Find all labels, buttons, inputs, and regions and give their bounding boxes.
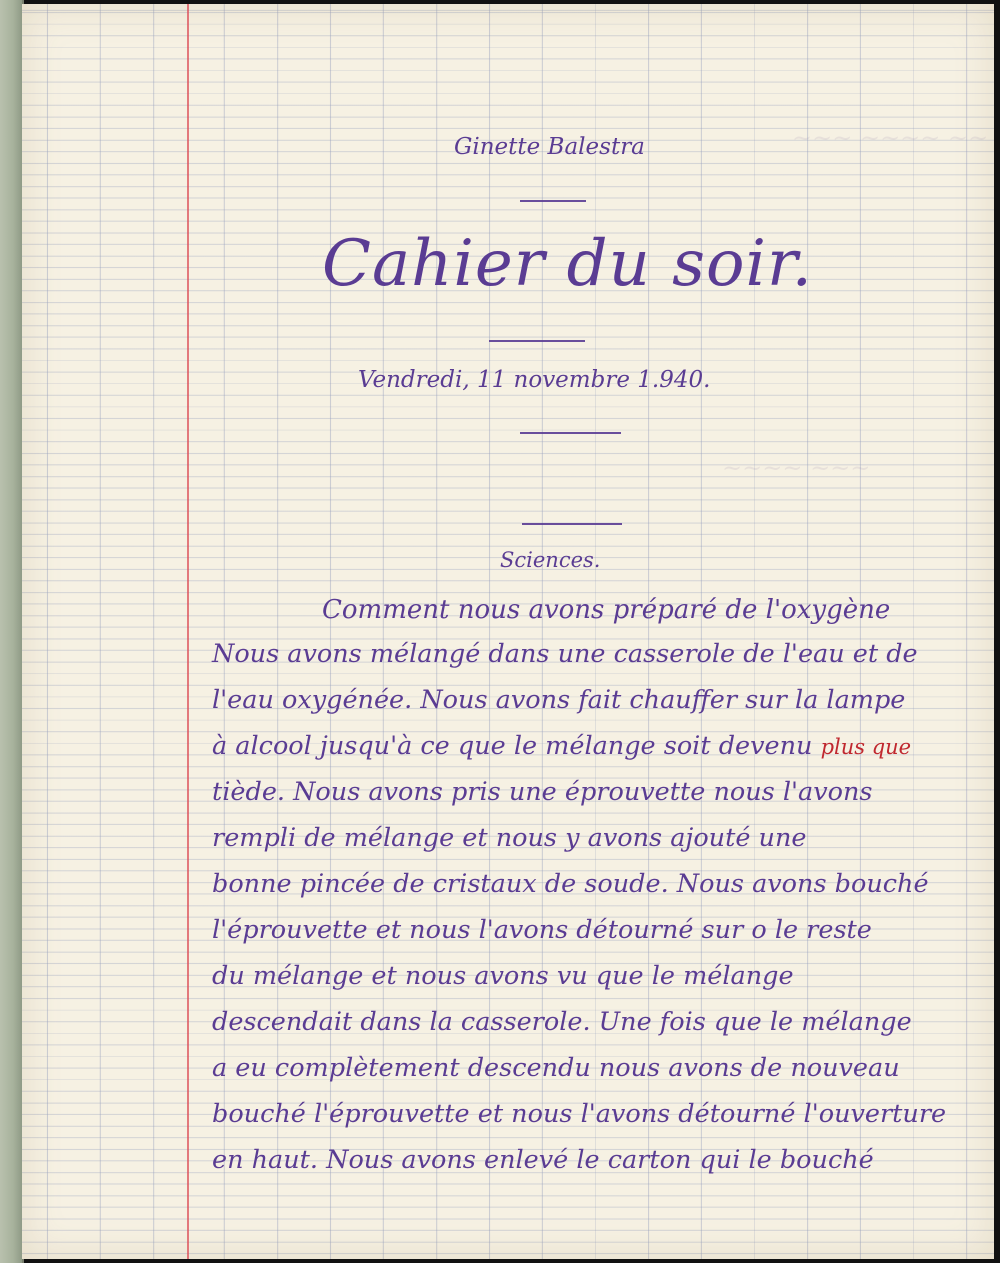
text-line: bonne pincée de cristaux de soude. Nous avons bouché <box>212 869 929 899</box>
text-line: rempli de mélange et nous y avons ajouté une <box>212 823 807 853</box>
text-line: en haut. Nous avons enlevé le carton qui le bouché <box>212 1145 874 1175</box>
entry-date: Vendredi, 11 novembre 1.940. <box>358 367 711 393</box>
separator-line <box>520 200 586 202</box>
notebook-title: Cahier du soir. <box>322 227 813 301</box>
text-line: l'eau oxygénée. Nous avons fait chauffer sur la lampe <box>212 685 906 715</box>
lesson-heading: Comment nous avons préparé de l'oxygène <box>322 595 891 625</box>
text-line: descendait dans la casserole. Une fois que le mélange <box>212 1007 912 1037</box>
text-line: l'éprouvette et nous l'avons détourné sur o le reste <box>212 915 872 945</box>
ruled-paper-sheet <box>22 4 994 1259</box>
bleed-through-text: ~~~ ~~~~ ~~ <box>792 124 989 152</box>
text-line: du mélange et nous avons vu que le mélange <box>212 961 794 991</box>
red-margin-line <box>187 4 189 1259</box>
subject-heading: Sciences. <box>500 548 601 572</box>
notebook-cover-edge <box>0 0 24 1263</box>
text-line: bouché l'éprouvette et nous l'avons détourné l'ouverture <box>212 1099 947 1129</box>
separator-line <box>522 523 622 525</box>
text-line <box>212 731 912 761</box>
separator-line <box>489 340 585 342</box>
text-line-content: à alcool jusqu'à ce que le mélange soit devenu <box>212 731 813 761</box>
student-name: Ginette Balestra <box>454 134 645 160</box>
bleed-through-text: ~~~~ ~~~ <box>722 454 871 482</box>
text-line: a eu complètement descendu nous avons de nouveau <box>212 1053 900 1083</box>
text-line: tiède. Nous avons pris une éprouvette nous l'avons <box>212 777 873 807</box>
separator-line <box>520 432 621 434</box>
text-line: Nous avons mélangé dans une casserole de l'eau et de <box>212 639 918 669</box>
teacher-correction: plus que <box>820 735 912 759</box>
